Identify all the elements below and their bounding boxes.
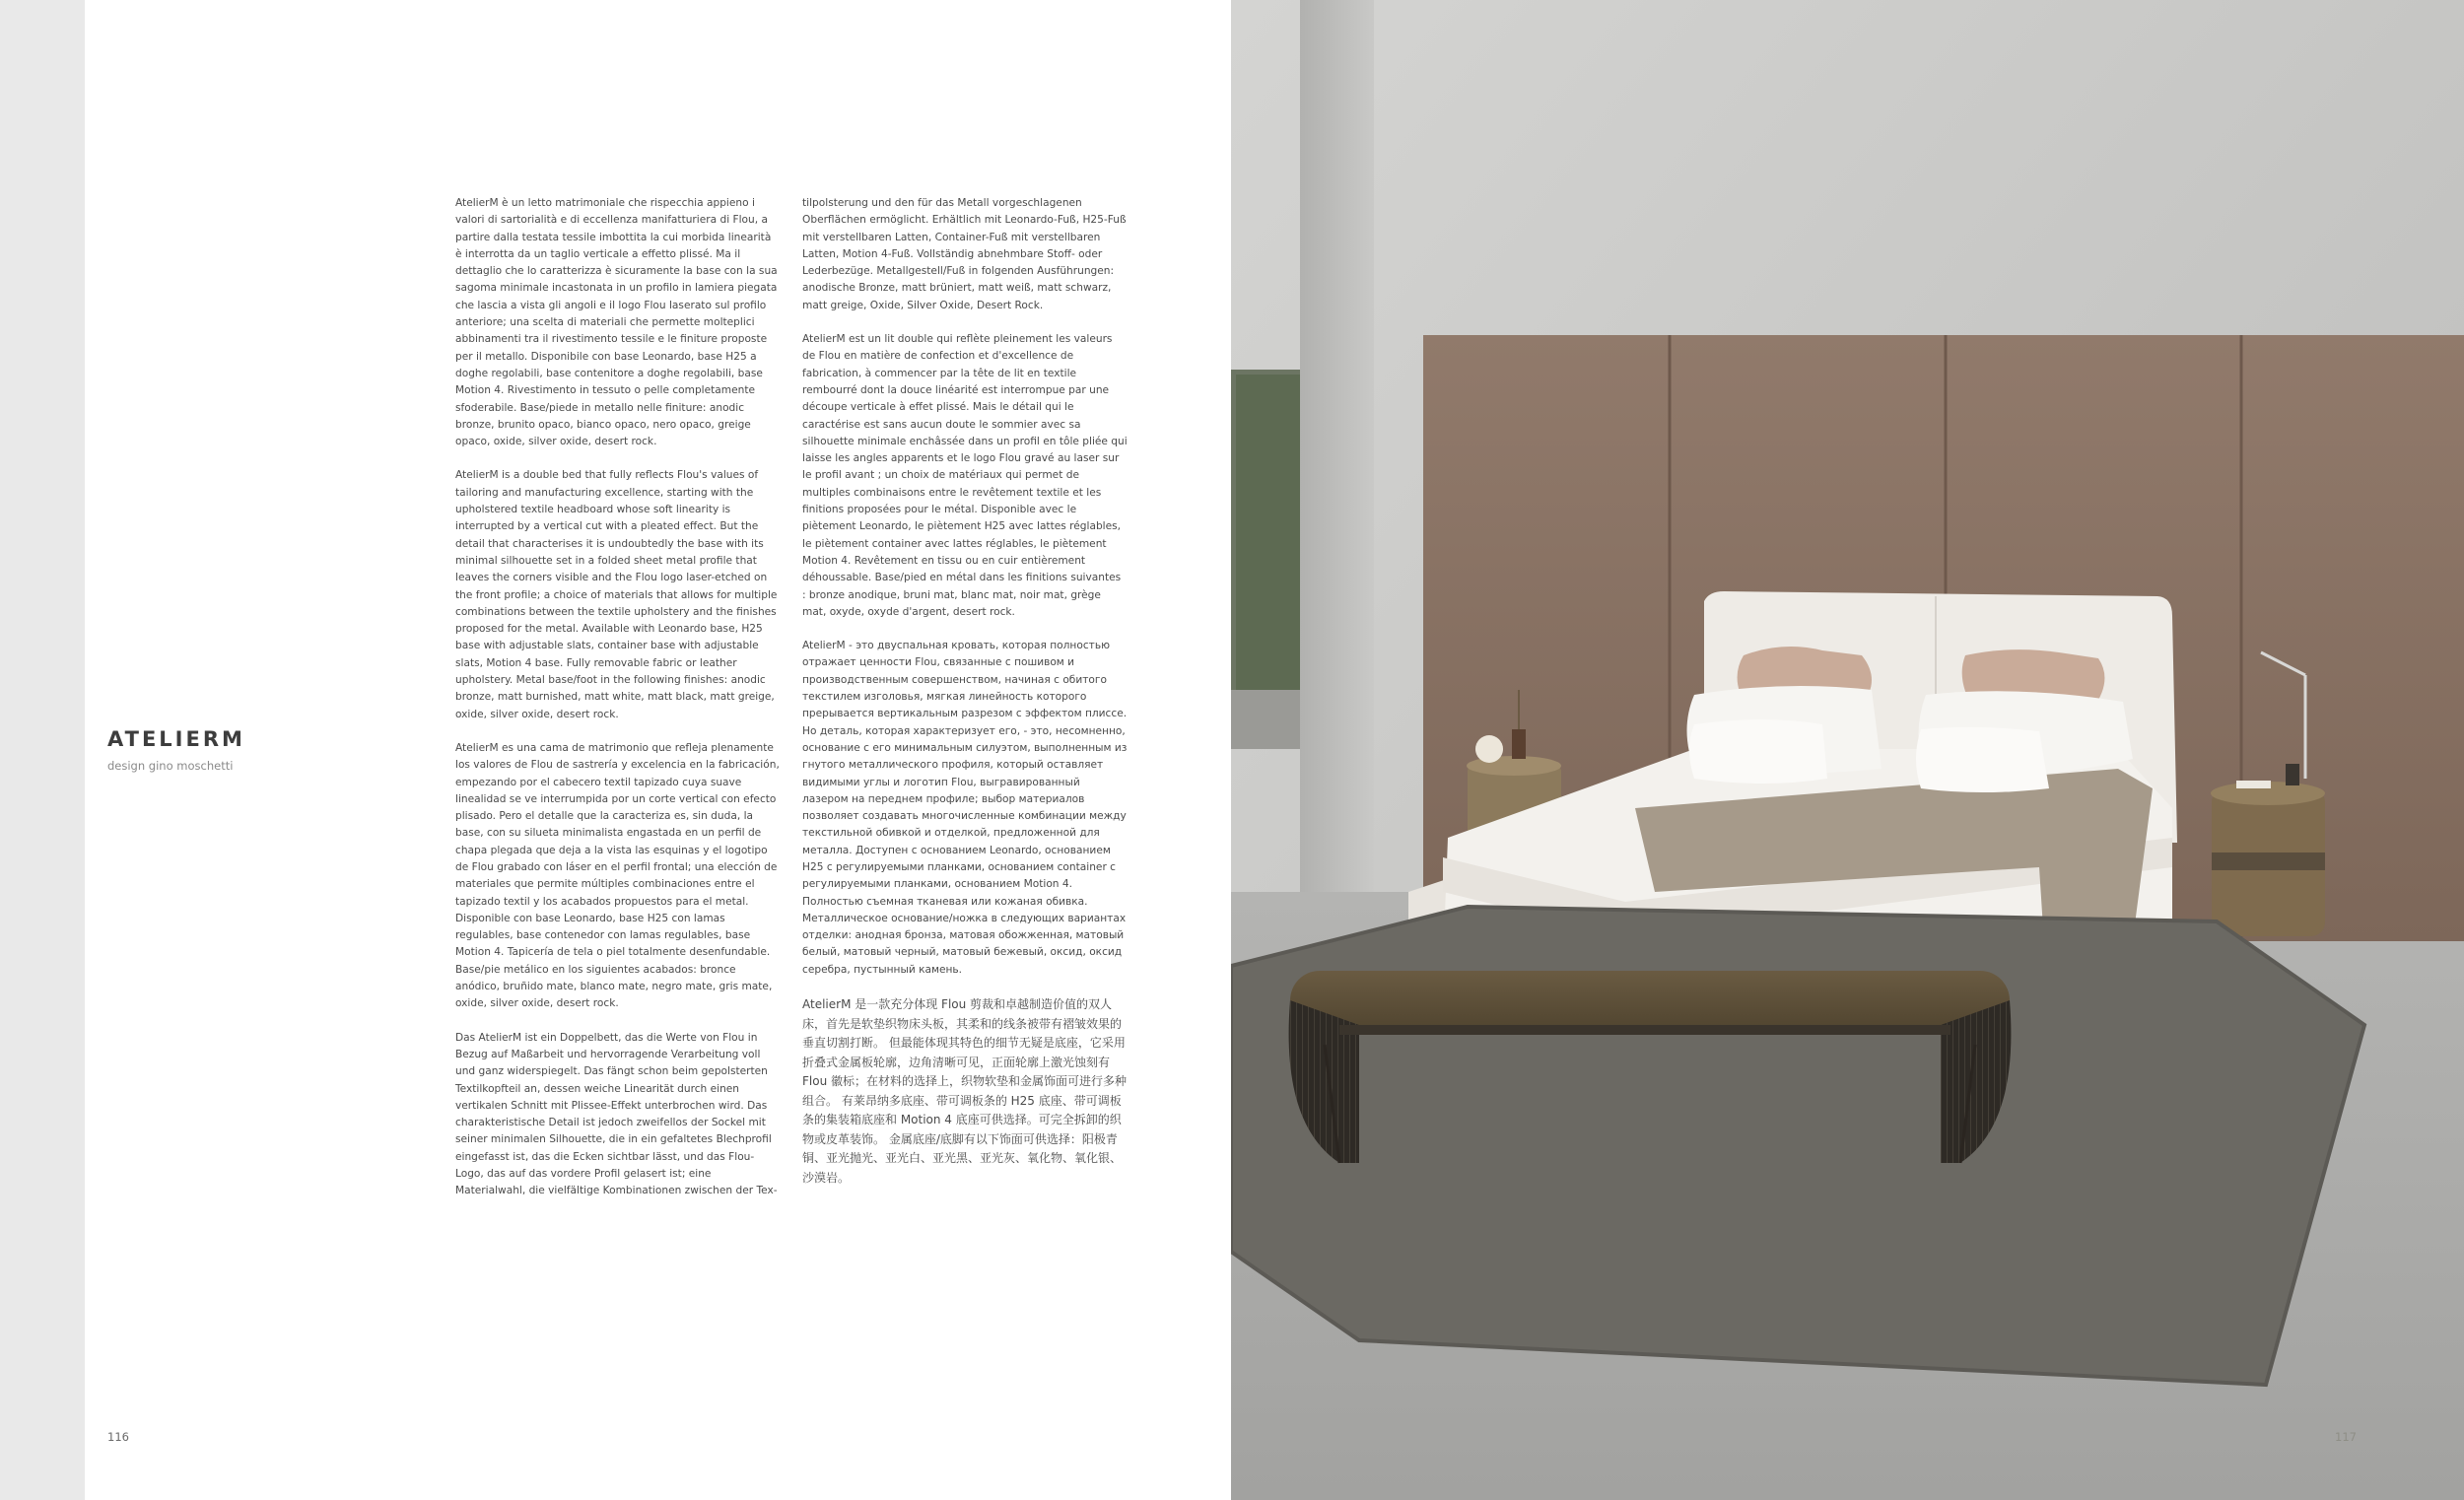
paragraph-french: AtelierM est un lit double qui reflète pleinement les valeurs de Flou en matière de confection et d'excellence de fabrication, à commencer par la tête de lit en textile rembourré dont la douce linéarité est interrompue par une découpe verticale à effet plissé. Mais le détail qui le caractérise est sans aucun doute le sommier avec sa silhouette minimale enchâssée dans un profil en tôle pliée qui laisse les angles apparents et le logo Flou gravé au laser sur le profil avant ; un choix de matériaux qui permet de multiples combinaisons entre le revêtement textile et les finitions proposées pour le métal. Disponible avec le piètement Leonardo, le piètement H25 avec lattes réglables, le piètement container avec lattes réglables, le piètement Motion 4. Revêtement en tissu ou en cuir entièrement déhoussable. Base/pied en métal dans les finitions suivantes : bronze anodique, bruni mat, blanc mat, noir mat, grège mat, oxyde, oxyde d'argent, desert rock. (802, 333, 1128, 618)
product-title: ATELIERM (107, 727, 245, 751)
paragraph-german: Das AtelierM ist ein Doppelbett, das die Werte von Flou in Bezug auf Maßarbeit und hervorragende Verarbeitung voll und ganz widerspiegelt. Das fängt schon beim gepolsterten Textilkopfteil an, dessen weiche Linearität durch einen vertikalen Schnitt mit Plissee-Effekt unterbrochen wird. Das charakteristische Detail ist jedoch zweifellos der Sockel mit seiner minimalen Silhouette, die in ein gefaltetes Blechprofil eingefasst ist, das die Ecken sichtbar lässt, und das Flou-Logo, das auf das vordere Profil gelasert ist; eine Materialwahl, die vielfältige Kombinationen zwischen der Tex- (455, 1031, 778, 1197)
paragraph-english: AtelierM is a double bed that fully reflects Flou's values of tailoring and manufacturing excellence, starting with the upholstered textile headboard whose soft linearity is interrupted by a vertical cut with a pleated effect. But the detail that characterises it is undoubtedly the base with its minimal silhouette set in a folded sheet metal profile that leaves the corners visible and the Flou logo laser-etched on the front profile; a choice of materials that allows for multiple combinations between the textile upholstery and the finishes proposed for the metal. Available with Leonardo base, H25 base with adjustable slats, container base with adjustable slats, Motion 4 base. Fully removable fabric or leather upholstery. Metal base/foot in the following finishes: anodic bronze, matt burnished, matt white, matt black, matt greige, oxide, silver oxide, desert rock. (455, 469, 778, 720)
paragraph-german-cont: tilpolsterung und den für das Metall vorgeschlagenen Oberflächen ermöglicht. Erhältlich mit Leonardo-Fuß, H25-Fuß mit verstellbaren Latten, Container-Fuß mit verstellbaren Latten, Motion 4-Fuß. Vollständig abnehmbare Stoff- oder Lederbezüge. Metallgestell/Fuß in folgenden Ausführungen: anodische Bronze, matt brüniert, matt weiß, matt schwarz, matt greige, Oxide, Silver Oxide, Desert Rock. (802, 197, 1127, 311)
designer-credit: design gino moschetti (107, 759, 234, 773)
paragraph-chinese: AtelierM 是一款充分体现 Flou 剪裁和卓越制造价值的双人床，首先是软垫织物床头板，其柔和的线条被带有褶皱效果的垂直切割打断。 但最能体现其特色的细节无疑是底座，它采用折叠式金属板轮廓，边角清晰可见，正面轮廓上激光蚀刻有 Flou 徽标；在材料的选择上，织物软垫和金属饰面可进行多种组合。 有莱昂纳多底座、带可调板条的 H25 底座、带可调板条的集装箱底座和 Motion 4 底座可供选择。可完全拆卸的织物或皮革装饰。 金属底座/底脚有以下饰面可供选择：阳极青铜、亚光抛光、亚光白、亚光黑、亚光灰、氧化物、氧化银、沙漠岩。 (802, 997, 1128, 1185)
paragraph-italian: AtelierM è un letto matrimoniale che rispecchia appieno i valori di sartorialità e di eccellenza manifatturiera di Flou, a partire dalla testata tessile imbottita la cui morbida linearità è interrotta da un taglio verticale a effetto plissé. Ma il dettaglio che lo caratterizza è sicuramente la base con la sua sagoma minimale incastonata in un profilo in lamiera piegata che lascia a vista gli angoli e il logo Flou laserato sul profilo anteriore; una scelta di materiali che permette molteplici abbinamenti tra il rivestimento tessile e le finiture proposte per il metallo. Disponibile con base Leonardo, base H25 a doghe regolabili, base contenitore a doghe regolabili, base Motion 4. Rivestimento in tessuto o pelle completamente sfoderabile. Base/piede in metallo nelle finiture: anodic bronze, brunito opaco, bianco opaco, nero opaco, greige opaco, oxide, silver oxide, desert rock. (455, 197, 778, 448)
page-number-right: 117 (2335, 1430, 2357, 1444)
paragraph-spanish: AtelierM es una cama de matrimonio que refleja plenamente los valores de Flou de sastrería y excelencia en la fabricación, empezando por el cabecero textil tapizado cuya suave linealidad se ve interrumpida por un corte vertical con efecto plisado. Pero el detalle que la caracteriza es, sin duda, la base, con su silueta minimalista engastada en un perfil de chapa plegada que deja a la vista las esquinas y el logotipo de Flou grabado con láser en el perfil frontal; una elección de materiales que permite múltiples combinaciones entre el tapizado textil y los acabados propuestos para el metal. Disponible con base Leonardo, base H25 con lamas regulables, base contenedor con lamas regulables, base Motion 4. Tapicería de tela o piel totalmente desenfundable. Base/pie metálico en los siguientes acabados: bronce anódico, bruñido mate, blanco mate, negro mate, gris mate, oxide, silver oxide, desert rock. (455, 741, 780, 1010)
left-page (85, 0, 1231, 1500)
paragraph-russian: AtelierM - это двуспальная кровать, которая полностью отражает ценности Flou, связанные с пошивом и производственным совершенством, начиная с обитого текстилем изголовья, мягкая линейность которого прерывается вертикальным разрезом с эффектом плиссе. Но деталь, которая характеризует его, - это, несомненно, основание с его минимальным силуэтом, выполненным из гнутого металлического профиля, который оставляет видимыми углы и логотип Flou, выгравированный лазером на переднем профиле; выбор материалов позволяет создавать многочисленные комбинации между текстильной обивкой и отделкой, предложенной для металла. Доступен с основанием Leonardo, основанием H25 с регулируемыми планками, основанием container с регулируемыми планками, основанием Motion 4. Полностью съемная тканевая или кожаная обивка. Металлическое основание/ножка в следующих вариантах отделки: анодная бронза, матовая обожженная, матовый белый, матовый черный, матовый бежевый, оксид, оксид серебра, пустынный камень. (802, 640, 1128, 976)
title-block (107, 727, 245, 773)
bedroom-photo (1231, 0, 2464, 1500)
text-column-1 (455, 195, 781, 1217)
page-number-left: 116 (107, 1430, 129, 1444)
text-column-2 (802, 195, 1128, 1204)
